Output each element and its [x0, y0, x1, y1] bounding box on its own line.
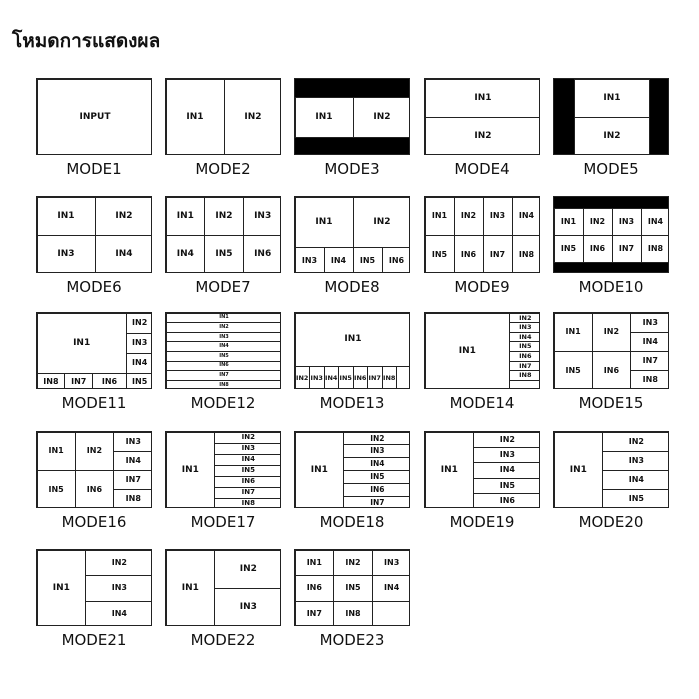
- input-cell: IN1: [37, 550, 87, 627]
- mode-label: MODE7: [195, 278, 251, 296]
- input-cell: IN6: [454, 235, 484, 273]
- input-cell: IN3: [37, 235, 96, 273]
- input-cell: IN1: [425, 313, 511, 390]
- input-cell: IN7: [64, 373, 93, 389]
- layout-frame: [294, 78, 410, 155]
- input-cell: IN5: [554, 351, 593, 389]
- black-bar: [295, 79, 410, 97]
- input-cell: IN2: [126, 313, 152, 334]
- input-cell: IN5: [473, 478, 540, 494]
- input-cell: IN2: [574, 117, 649, 155]
- input-cell: IN8: [113, 489, 152, 508]
- black-bar: [554, 262, 669, 273]
- input-cell: IN2: [353, 197, 411, 249]
- input-cell: IN5: [425, 235, 455, 273]
- input-cell: IN1: [554, 432, 604, 509]
- input-cell: IN1: [166, 432, 216, 509]
- layout-frame: [165, 549, 281, 626]
- input-cell: IN7: [343, 496, 410, 508]
- input-cell: IN4: [343, 457, 410, 471]
- mode-label: MODE12: [190, 394, 256, 412]
- layout-frame: [294, 196, 410, 273]
- input-cell: IN1: [37, 197, 96, 237]
- input-cell: IN5: [353, 247, 383, 273]
- input-cell: IN2: [214, 550, 281, 590]
- input-cell: IN6: [92, 373, 127, 389]
- input-cell: IN7: [166, 370, 282, 381]
- input-cell: IN7: [483, 235, 513, 273]
- input-cell: IN7: [367, 366, 383, 389]
- input-cell: IN3: [214, 443, 281, 455]
- input-cell: IN3: [243, 197, 281, 237]
- mode-label: MODE23: [319, 631, 385, 649]
- mode-label: MODE14: [449, 394, 515, 412]
- mode-label: MODE15: [578, 394, 644, 412]
- layout-frame: [553, 312, 669, 389]
- input-cell: IN2: [592, 313, 631, 353]
- input-cell: IN4: [372, 575, 410, 602]
- input-cell: IN4: [324, 247, 354, 273]
- input-cell: IN3: [630, 313, 669, 333]
- layout-frame: [294, 312, 410, 389]
- input-cell: IN3: [612, 208, 642, 236]
- input-cell: IN1: [554, 313, 593, 353]
- input-cell: IN3: [113, 432, 152, 452]
- input-cell: IN4: [166, 235, 206, 273]
- layout-frame: [553, 78, 669, 155]
- layout-frame: [294, 549, 410, 626]
- mode-label: MODE10: [578, 278, 644, 296]
- input-cell: IN3: [483, 197, 513, 237]
- input-cell: IN3: [473, 447, 540, 463]
- input-cell: IN2: [85, 550, 152, 577]
- input-cell: IN8: [382, 366, 398, 389]
- input-cell: IN2: [95, 197, 153, 237]
- mode-label: MODE9: [454, 278, 510, 296]
- input-cell: IN5: [126, 373, 152, 389]
- input-cell: IN5: [333, 575, 373, 602]
- input-cell: IN1: [295, 550, 335, 577]
- empty-cell: [372, 601, 410, 626]
- input-cell: IN7: [113, 470, 152, 490]
- mode-label: MODE22: [190, 631, 256, 649]
- input-cell: IN1: [166, 79, 225, 156]
- input-cell: IN8: [166, 380, 282, 389]
- input-cell: IN1: [166, 550, 216, 627]
- input-cell: IN8: [37, 373, 66, 389]
- input-cell: IN6: [214, 476, 281, 488]
- input-cell: IN8: [509, 370, 540, 381]
- input-cell: IN2: [295, 366, 311, 389]
- input-cell: IN1: [425, 197, 455, 237]
- input-cell: IN6: [583, 235, 613, 263]
- input-cell: IN6: [509, 351, 540, 362]
- input-cell: IN1: [37, 313, 127, 374]
- page-title: โหมดการแสดงผล: [12, 30, 161, 52]
- input-cell: IN5: [204, 235, 244, 273]
- input-cell: IN5: [37, 470, 76, 508]
- input-cell: IN4: [602, 470, 669, 490]
- input-cell: IN3: [343, 444, 410, 458]
- input-cell: IN4: [126, 353, 152, 374]
- input-cell: IN3: [214, 588, 281, 626]
- input-cell: IN7: [630, 351, 669, 371]
- input-cell: IN5: [509, 341, 540, 352]
- input-cell: IN1: [295, 197, 354, 249]
- mode-label: MODE5: [583, 160, 639, 178]
- mode-label: MODE13: [319, 394, 385, 412]
- mode-label: MODE19: [449, 513, 515, 531]
- input-cell: IN1: [295, 432, 345, 509]
- input-cell: IN2: [333, 550, 373, 577]
- input-cell: IN2: [224, 79, 282, 156]
- input-cell: IN2: [473, 432, 540, 448]
- mode-label: MODE17: [190, 513, 256, 531]
- input-cell: IN3: [126, 333, 152, 354]
- mode-label: MODE6: [66, 278, 122, 296]
- input-cell: IN6: [592, 351, 631, 389]
- input-cell: IN2: [166, 322, 282, 333]
- layout-frame: [165, 431, 281, 508]
- input-cell: IN2: [583, 208, 613, 236]
- input-cell: IN6: [473, 493, 540, 508]
- input-cell: IN2: [454, 197, 484, 237]
- input-cell: IN1: [295, 97, 354, 138]
- input-cell: IN7: [295, 601, 335, 626]
- input-cell: IN1: [166, 197, 206, 237]
- layout-frame: [36, 431, 152, 508]
- mode-label: MODE11: [61, 394, 127, 412]
- layout-frame: [294, 431, 410, 508]
- black-bar: [295, 138, 410, 155]
- layout-frame: [424, 312, 540, 389]
- mode-label: MODE16: [61, 513, 127, 531]
- input-cell: IN2: [602, 432, 669, 452]
- input-cell: IN8: [512, 235, 541, 273]
- layout-frame: [36, 312, 152, 389]
- input-cell: IN2: [509, 313, 540, 324]
- input-cell: IN4: [324, 366, 340, 389]
- mode-label: MODE18: [319, 513, 385, 531]
- layout-frame: [165, 78, 281, 155]
- input-cell: IN4: [630, 332, 669, 352]
- layout-frame: [424, 78, 540, 155]
- input-cell: IN3: [372, 550, 410, 577]
- input-cell: IN2: [425, 117, 541, 155]
- input-cell: IN6: [343, 483, 410, 497]
- mode-label: MODE1: [66, 160, 122, 178]
- input-cell: IN8: [641, 235, 670, 263]
- mode-label: MODE3: [324, 160, 380, 178]
- black-bar: [554, 79, 575, 155]
- input-cell: IN4: [641, 208, 670, 236]
- input-cell: IN3: [85, 575, 152, 602]
- input-cell: IN6: [382, 247, 411, 273]
- input-cell: IN5: [214, 465, 281, 477]
- input-cell: IN3: [295, 247, 325, 273]
- input-cell: IN5: [343, 470, 410, 484]
- input-cell: IN6: [353, 366, 369, 389]
- layout-frame: [36, 78, 152, 155]
- input-cell: IN3: [509, 322, 540, 333]
- input-cell: IN4: [473, 462, 540, 478]
- input-cell: IN7: [612, 235, 642, 263]
- black-bar: [554, 197, 669, 209]
- input-cell: IN6: [166, 361, 282, 372]
- input-cell: IN4: [166, 341, 282, 352]
- layout-frame: [165, 312, 281, 389]
- input-cell: IN2: [214, 432, 281, 444]
- input-cell: IN2: [75, 432, 114, 472]
- layout-frame: [36, 549, 152, 626]
- mode-label: MODE20: [578, 513, 644, 531]
- input-cell: IN3: [309, 366, 325, 389]
- layout-frame: [36, 196, 152, 273]
- input-cell: IN2: [204, 197, 244, 237]
- input-cell: IN2: [343, 432, 410, 446]
- input-cell: IN6: [295, 575, 335, 602]
- layout-frame: [424, 431, 540, 508]
- input-cell: IN1: [554, 208, 584, 236]
- input-cell: IN4: [85, 601, 152, 626]
- layout-frame: [165, 196, 281, 273]
- input-cell: IN6: [243, 235, 281, 273]
- input-cell: IN5: [602, 489, 669, 508]
- input-cell: IN8: [630, 370, 669, 389]
- input-cell: IN1: [166, 313, 282, 324]
- input-cell: IN1: [425, 432, 475, 509]
- input-cell: IN5: [166, 351, 282, 362]
- mode-label: MODE8: [324, 278, 380, 296]
- input-cell: IN7: [509, 361, 540, 372]
- layout-frame: [553, 431, 669, 508]
- input-cell: IN1: [37, 432, 76, 472]
- input-cell: IN8: [214, 498, 281, 509]
- input-cell: IN4: [113, 451, 152, 471]
- input-cell: IN5: [554, 235, 584, 263]
- input-cell: IN2: [353, 97, 411, 138]
- input-cell: IN1: [574, 79, 649, 119]
- input-cell: IN5: [338, 366, 354, 389]
- layout-frame: [553, 196, 669, 273]
- input-cell: IN1: [425, 79, 541, 119]
- input-cell: IN4: [214, 454, 281, 466]
- input-cell: IN4: [95, 235, 153, 273]
- layout-frame: [424, 196, 540, 273]
- black-bar: [649, 79, 669, 155]
- input-cell: IN4: [509, 332, 540, 343]
- input-cell: IN1: [295, 313, 411, 368]
- input-cell: IN4: [512, 197, 541, 237]
- input-cell: IN6: [75, 470, 114, 508]
- mode-label: MODE21: [61, 631, 127, 649]
- mode-label: MODE2: [195, 160, 251, 178]
- input-cell: IN8: [333, 601, 373, 626]
- mode-label: MODE4: [454, 160, 510, 178]
- input-cell: IN3: [602, 451, 669, 471]
- input-cell: INPUT: [37, 79, 153, 156]
- input-cell: IN3: [166, 332, 282, 343]
- input-cell: IN7: [214, 487, 281, 499]
